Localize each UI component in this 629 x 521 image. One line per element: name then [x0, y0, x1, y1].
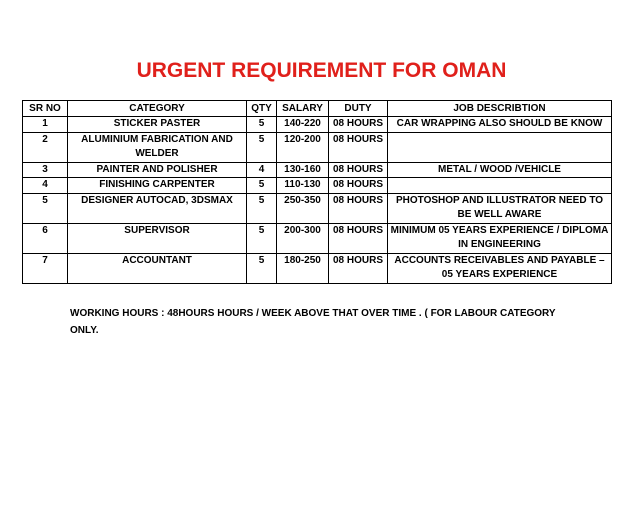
table-row: [23, 253, 612, 283]
cell-qty: 5: [247, 178, 277, 194]
cell-duty: 08 HOURS: [329, 117, 388, 133]
cell-sr-no: 6: [23, 223, 68, 253]
cell-salary: 180-250: [277, 253, 329, 283]
working-hours-note: WORKING HOURS : 48HOURS HOURS / WEEK ABOVE THAT OVER TIME . ( FOR LABOUR CATEGORY ONLY.: [70, 308, 556, 336]
cell-job-description: CAR WRAPPING ALSO SHOULD BE KNOW: [388, 117, 612, 133]
cell-job-description: ACCOUNTS RECEIVABLES AND PAYABLE – 05 YEARS EXPERIENCE: [388, 253, 612, 283]
cell-duty: 08 HOURS: [329, 223, 388, 253]
cell-category: FINISHING CARPENTER: [68, 178, 247, 194]
cell-sr-no: 1: [23, 117, 68, 133]
cell-salary: 140-220: [277, 117, 329, 133]
header-job-description: JOB DESCRIBTION: [388, 101, 612, 117]
table-header-row: [23, 101, 612, 117]
table-row: [23, 162, 612, 178]
cell-sr-no: 3: [23, 162, 68, 178]
cell-sr-no: 4: [23, 178, 68, 194]
cell-job-description: MINIMUM 05 YEARS EXPERIENCE / DIPLOMA IN ENGINEERING: [388, 223, 612, 253]
cell-qty: 5: [247, 193, 277, 223]
cell-duty: 08 HOURS: [329, 193, 388, 223]
cell-category: DESIGNER AUTOCAD, 3DSMAX: [68, 193, 247, 223]
cell-category: PAINTER AND POLISHER: [68, 162, 247, 178]
cell-qty: 5: [247, 253, 277, 283]
cell-duty: 08 HOURS: [329, 253, 388, 283]
cell-sr-no: 5: [23, 193, 68, 223]
table-row: [23, 117, 612, 133]
cell-job-description: [388, 132, 612, 162]
table-row: [23, 193, 612, 223]
cell-salary: 110-130: [277, 178, 329, 194]
cell-category: STICKER PASTER: [68, 117, 247, 133]
cell-sr-no: 2: [23, 132, 68, 162]
table-row: [23, 223, 612, 253]
cell-salary: 130-160: [277, 162, 329, 178]
cell-category: ALUMINIUM FABRICATION AND WELDER: [68, 132, 247, 162]
cell-qty: 5: [247, 223, 277, 253]
page-title: URGENT REQUIREMENT FOR OMAN: [136, 59, 507, 82]
cell-duty: 08 HOURS: [329, 162, 388, 178]
cell-qty: 5: [247, 132, 277, 162]
cell-duty: 08 HOURS: [329, 178, 388, 194]
cell-category: ACCOUNTANT: [68, 253, 247, 283]
table-row: [23, 178, 612, 194]
cell-qty: 5: [247, 117, 277, 133]
table-row: [23, 132, 612, 162]
header-duty: DUTY: [329, 101, 388, 117]
cell-duty: 08 HOURS: [329, 132, 388, 162]
header-category: CATEGORY: [68, 101, 247, 117]
cell-qty: 4: [247, 162, 277, 178]
cell-category: SUPERVISOR: [68, 223, 247, 253]
cell-salary: 120-200: [277, 132, 329, 162]
header-salary: SALARY: [277, 101, 329, 117]
requirements-table: [22, 100, 612, 284]
cell-job-description: [388, 178, 612, 194]
cell-salary: 200-300: [277, 223, 329, 253]
cell-job-description: METAL / WOOD /VEHICLE: [388, 162, 612, 178]
cell-job-description: PHOTOSHOP AND ILLUSTRATOR NEED TO BE WELL AWARE: [388, 193, 612, 223]
cell-sr-no: 7: [23, 253, 68, 283]
header-qty: QTY: [247, 101, 277, 117]
header-sr-no: SR NO: [23, 101, 68, 117]
cell-salary: 250-350: [277, 193, 329, 223]
